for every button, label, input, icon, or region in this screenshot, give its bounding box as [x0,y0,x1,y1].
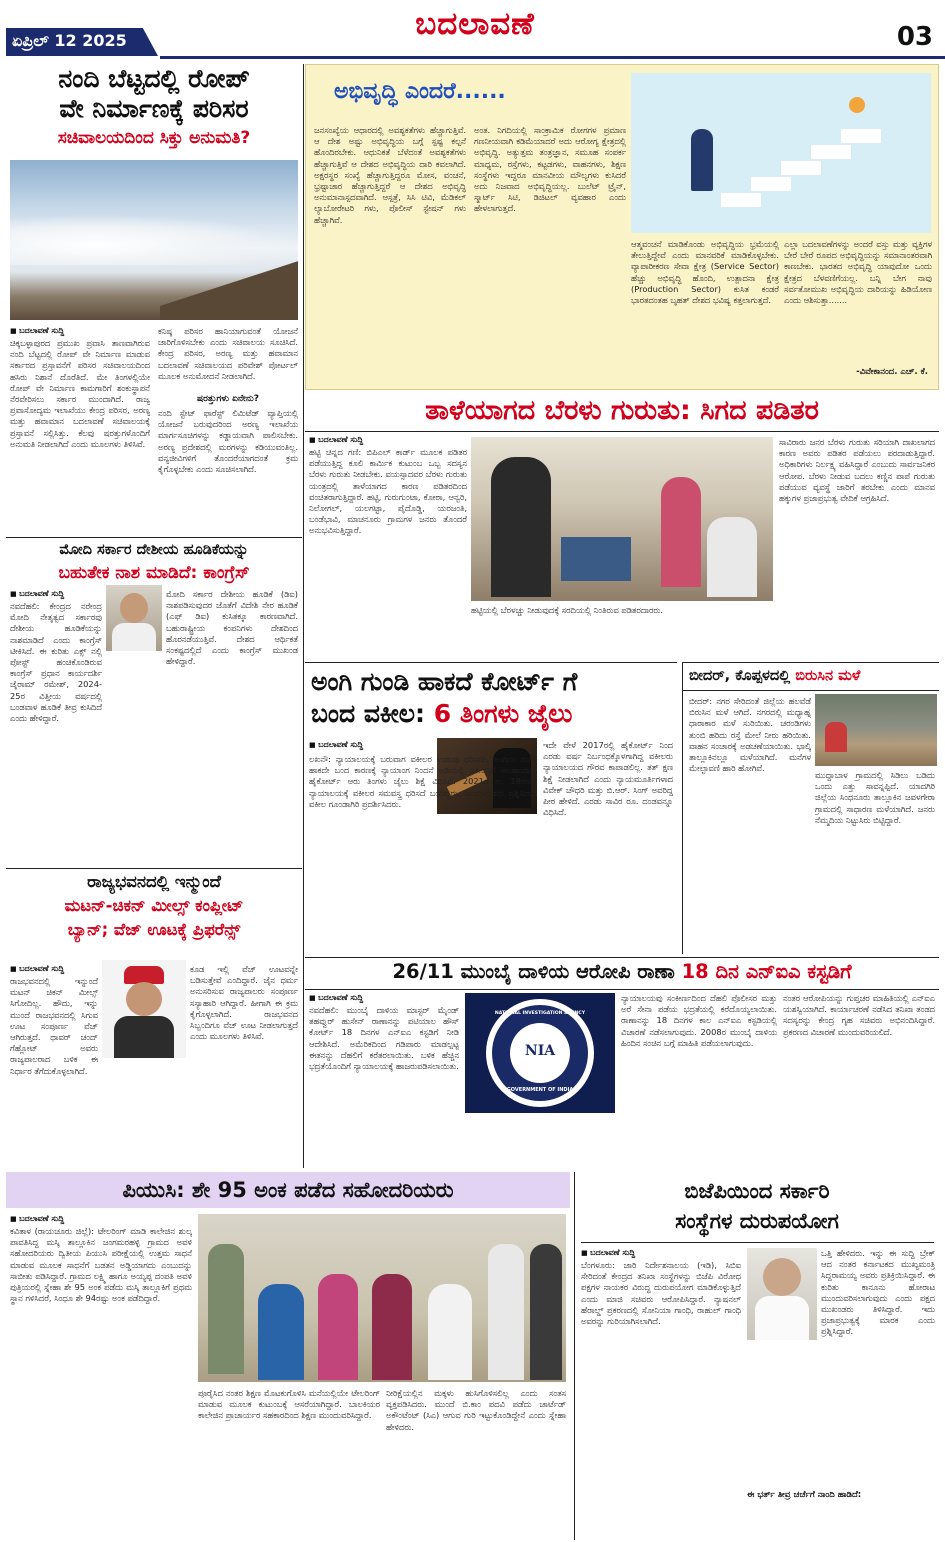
headline-line-2a: ಬಂದ ವಕೀಲ: [311,699,434,728]
article-text-col2: ಒತ್ತಿ ಹೇಳಿದರು. ಇನ್ನು ಈ ಸುದ್ದಿ ಬ್ರೇಕ್ ಆದ ನಂತರ ಕರ್ನಾಟಕದ ಮುಖ್ಯಮಂತ್ರಿ ಸಿದ್ದರಾಮಯ್ಯ ಅವರು ಪ್ರತಿಕ್ರಿಯಿಸಿದ್ದಾರೆ. ಈ ಕುರಿತು ಕಾನೂನು ಹೋರಾಟ ಮುಂದುವರಿಸಲಾಗುವುದು ಎಂದು ಪಕ್ಷದ ಮುಖಂಡರು ತಿಳಿಸಿದ್ದಾರೆ. ಇದು ಪ್ರಜಾಪ್ರಭುತ್ವಕ್ಕೆ ಮಾರಕ ಎಂದು ಪ್ರಶ್ನಿಸಿದ್ದಾರೆ. [821,1248,935,1337]
article-ration-fingerprint [305,393,939,659]
byline: ■ ಬದಲಾವಣೆ ಸುದ್ದಿ [309,993,363,1003]
article-text-col1: ಬೀದರ್: ನಗರ ಸೇರಿದಂತೆ ಜಿಲ್ಲೆಯ ಹಲವೆಡೆ ಬಿರುಸಿನ ಮಳೆ ಆಗಿದೆ. ನಗರದಲ್ಲಿ ಮಧ್ಯಾಹ್ನ ಧಾರಾಕಾರ ಮಳೆ ಸುರಿಯಿತು. ಚರಂಡಿಗಳು ತುಂಬಿ ಹರಿದು ರಸ್ತೆ ಮೇಲೆ ನೀರು ಹರಿಯಿತು. ವಾಹನ ಸಂಚಾರಕ್ಕೆ ಅಡಚಣೆಯಾಯಿತು. ಭಾಲ್ಕಿ ತಾಲ್ಲೂಕಿನಲ್ಲೂ ಮಳೆಯಾಗಿದೆ. ಮನೆಗಳ ಮೇಲ್ಛಾವಣಿ ಹಾರಿ ಹೋಗಿವೆ. [689,696,811,774]
article-text-col2: ಮೋದಿ ಸರ್ಕಾರ ದೇಶೀಯ ಹೂಡಿಕೆ (ಡಿಐ) ನಾಶಪಡಿಸುವುದರ ಜೊತೆಗೆ ವಿದೇಶಿ ನೇರ ಹೂಡಿಕೆ (ಎಫ್ ಡಿಐ) ಕುಸಿತಕ್ಕೂ ಕಾರಣವಾಗಿದೆ. ಬಹುರಾಷ್ಟ್ರೀಯ ಕಂಪನಿಗಳು ದೇಶದಿಂದ ಹೊರನಡೆಯುತ್ತಿವೆ. ದೇಶದ ಆರ್ಥಿಕತೆ ಸಂಕಷ್ಟದಲ್ಲಿದೆ ಎಂದು ಕಾಂಗ್ರೆಸ್ ಮುಖಂಡ ಹೇಳಿದ್ದಾರೆ. [166,589,298,667]
article-text-col3: ಸಾವಿರಾರು ಜನರ ಬೆರಳು ಗುರುತು ಸರಿಯಾಗಿ ದಾಖಲಾಗದ ಕಾರಣ ಅವರು ಪಡಿತರ ಪಡೆಯಲು ಪರದಾಡುತ್ತಿದ್ದಾರೆ. ಅಧಿಕಾರಿಗಳು ನಿರ್ಲಕ್ಷ್ಯ ವಹಿಸಿದ್ದಾರೆ ಎಂಬುದು ಸಾರ್ವಜನಿಕರ ಆರೋಪ. ಬೆರಳು ನೀಡುವ ಬದಲು ಕಣ್ಣಿನ ಪಾಪೆ ಗುರುತು ಪಡೆಯುವ ವ್ಯವಸ್ಥೆ ಜಾರಿಗೆ ತರಬೇಕು ಎಂದು ಮಾನವ ಹಕ್ಕುಗಳ ಪ್ರಜಾಪ್ರಭುತ್ವ ವೇದಿಕೆ ಆಗ್ರಹಿಸಿದೆ. [779,437,935,504]
article-text-col2: ಕೂಡ ಇಲ್ಲಿ ವೆಜ್ ಊಟವನ್ನೇ ಬಡಿಸುತ್ತೇವೆ ಎಂದಿದ್ದಾರೆ. ಜೈನ ಧರ್ಮ ಅನುಸರಿಸುವ ರಾಜ್ಯಪಾಲರು ಸಂಪೂರ್ಣ ಸಸ್ಯಾಹಾರಿ ಆಗಿದ್ದಾರೆ. ಹೀಗಾಗಿ ಈ ಕ್ರಮ ಕೈಗೊಳ್ಳಲಾಗಿದೆ. ರಾಜಭವನದ ಸಿಬ್ಬಂದಿಗೂ ವೆಜ್ ಊಟ ನೀಡಲಾಗುತ್ತದೆ ಎಂದು ಮೂಲಗಳು ತಿಳಿಸಿವೆ. [190,964,298,1042]
column-rule-main [303,64,304,1168]
headline-line-1: ಮೋದಿ ಸರ್ಕಾರ ದೇಶೀಯ ಹೂಡಿಕೆಯನ್ನು [59,542,249,558]
byline: ■ ಬದಲಾವಣೆ ಸುದ್ದಿ [10,1214,64,1224]
divider [305,989,939,990]
article-text-col1: ನವದೆಹಲಿ: ಕೇಂದ್ರದ ನರೇಂದ್ರ ಮೋದಿ ನೇತೃತ್ವದ ಸರ್ಕಾರವು ದೇಶೀಯ ಹೂಡಿಕೆಯನ್ನು ನಾಶಮಾಡಿದೆ ಎಂದು ಕಾಂಗ್ರೆಸ್ ಟೀಕಿಸಿದೆ. ಈ ಕುರಿತು ಎಕ್ಸ್ ನಲ್ಲಿ ಪೋಸ್ಟ್ ಹಂಚಿಕೊಂಡಿರುವ ಕಾಂಗ್ರೆಸ್ ಪ್ರಧಾನ ಕಾರ್ಯದರ್ಶಿ ಜೈರಾಮ್ ರಮೇಶ್, 2024-25ರ ವಿತ್ತೀಯ ವರ್ಷದಲ್ಲಿ ಬಂಡವಾಳ ಹೂಡಿಕೆ ತೀವ್ರ ಕುಸಿದಿದೆ ಎಂದು ಹೇಳಿದ್ದಾರೆ. [10,601,102,724]
person-icon [691,129,713,191]
article-nia-rana [305,957,939,1169]
illustration-stairs-growth [631,73,931,233]
headline-line-1: ಬಿಜೆಪಿಯಿಂದ ಸರ್ಕಾರಿ [684,1179,830,1203]
byline: ■ ಬದಲಾವಣೆ ಸುದ್ದಿ [581,1248,635,1258]
nia-logo-center: NIA [524,1043,556,1059]
date-text: ಏಪ್ರಿಲ್ 12 2025 [12,31,127,50]
masthead-rule [160,56,945,59]
article-bidar-rain [682,662,939,954]
photo-caption: ಹಟ್ಟಿಯಲ್ಲಿ ಬೆರಳಚ್ಚು ನೀಡುವುದಕ್ಕೆ ಸರದಿಯಲ್ಲಿ ನಿಂತಿರುವ ಪಡಿತರದಾರರು. [471,605,664,615]
nia-logo [465,993,615,1113]
nia-logo-text-top: NATIONAL INVESTIGATION AGENCY [494,1011,586,1016]
headline-a: 26/11 ಮುಂಬೈ ದಾಳಿಯ ಆರೋಪಿ ರಾಣಾ [392,960,682,983]
photo-sisters-felicitation [198,1214,566,1382]
editorial-col4: ಎಲ್ಲಾ ಬದಲಾವಣೆಗಳನ್ನು ಅಂದರೆ ವಸ್ತು ಮತ್ತು ವ್ಯಕ್ತಿಗಳ ಬೇರೆ ಬೇರೆ ರೂಪದ ಅಭಿವೃದ್ಧಿಯನ್ನು ಸಮಾನಾಂತರವಾಗಿ ಕಾಣಬೇಕು. ಭಾರತದ ಅಭಿವೃದ್ಧಿ ಯಾವುದೋ ಒಂದು ಕ್ಷೇತ್ರದ ಬೆಳವಣಿಗೆಯಲ್ಲ. ಬನ್ನಿ ಬೇಗ ನಾವು ಸರ್ವತೋಮುಖ ಅಭಿವೃದ್ಧಿಯ ದಾರಿಯನ್ನು ಹಿಡಿಯೋಣ ಎಂದು ಆಶಿಸುತ್ತಾ....... [784,239,932,306]
photo-politician [747,1248,817,1340]
article-text-col1: ಲಖನೌ: ನ್ಯಾಯಾಲಯಕ್ಕೆ ಬರುವಾಗ ವಕೀಲರ ಉಡುಪು ಧರಿಸದೇ, ಅಂಗಿಯ ಗುಂಡಿ ಹಾಕದೇ ಬಂದ ಕಾರಣಕ್ಕೆ ನ್ಯಾಯಾಂಗ ನಿಂದನೆ ಅಡಿಯಲ್ಲಿ ವಕೀಲನಿಗೆ ಅಲಹಾಬಾದ್ ಹೈಕೋರ್ಟ್ ಆರು ತಿಂಗಳು ಜೈಲು ಶಿಕ್ಷೆ ವಿಧಿಸಿದೆ. 2021ರ ಅ. 18ರಂದು ನ್ಯಾಯಾಲಯಕ್ಕೆ ವಕೀಲರ ಸಮವಸ್ತ್ರ ಧರಿಸದೆ ಬಂದಿದ್ದರು. ನ್ಯಾಯಾಧೀಶರು ಪ್ರಶ್ನಿಸಿದಾಗ ವಕೀಲ ಗೂಂಡಾಗಿರಿ ಪ್ರದರ್ಶಿಸಿದರು. [309,754,537,809]
headline [689,664,939,688]
headline-line-2 [311,698,677,730]
headline-a: ಬೀದರ್, ಕೊಪ್ಪಳದಲ್ಲಿ [689,668,796,684]
article-text-col2: ಕನಿಷ್ಠ ಪರಿಸರ ಹಾನಿಯಾಗುವಂತೆ ಯೋಜನೆ ಜಾರಿಗೊಳಿಸಬೇಕು ಎಂದು ಸಚಿವಾಲಯ ಸೂಚಿಸಿದೆ. ಕೇಂದ್ರ ಪರಿಸರ, ಅರಣ್ಯ ಮತ್ತು ಹವಾಮಾನ ಬದಲಾವಣೆ ಸಚಿವಾಲಯದ ಪರಿವೇಶ್ ಪೋರ್ಟಲ್ ಮೂಲಕ ಅನುಮೋದನೆ ನೀಡಲಾಗಿದೆ. [158,326,298,381]
photo-ration-queue [471,437,773,601]
photo-nandi-hills-clouds [10,160,298,320]
headline-line-2: ಬಹುತೇಕ ನಾಶ ಮಾಡಿದೆ: ಕಾಂಗ್ರೆಸ್ [58,563,250,583]
headline: ಪಿಯುಸಿ: ಶೇ 95 ಅಂಕ ಪಡೆದ ಸಹೋದರಿಯರು [122,1178,454,1202]
page-number: 03 [896,22,933,52]
headline-line-2: ಸಂಸ್ಥೆಗಳ ದುರುಪಯೋಗ [675,1209,839,1233]
headline-line-2: ಮಟನ್-ಚಿಕನ್ ಮೀಲ್ಸ್ ಕಂಪ್ಲೀಟ್ [64,896,244,915]
headline-line-1: ನಂದಿ ಬೆಟ್ಟದಲ್ಲಿ ರೋಪ್ [58,64,250,93]
article-text-col1: ಬೆಂಗಳೂರು: ಜಾರಿ ನಿರ್ದೇಶನಾಲಯ (ಇಡಿ), ಸಿಬಿಐ ಸೇರಿದಂತೆ ಕೇಂದ್ರದ ತನಿಖಾ ಸಂಸ್ಥೆಗಳನ್ನು ಬಿಜೆಪಿ ವಿರೋಧ ಪಕ್ಷಗಳ ನಾಯಕರ ವಿರುದ್ಧ ದುರುಪಯೋಗ ಮಾಡಿಕೊಳ್ಳುತ್ತಿದೆ ಎಂದು ಮಾಜಿ ಸಚಿವರು ಆರೋಪಿಸಿದ್ದಾರೆ. ನ್ಯಾಷನಲ್ ಹೆರಾಲ್ಡ್ ಪ್ರಕರಣದಲ್ಲಿ ಸೋನಿಯಾ ಗಾಂಧಿ, ರಾಹುಲ್ ಗಾಂಧಿ ಅವರನ್ನು ಗುರಿಯಾಗಿಸಲಾಗಿದೆ. [581,1260,741,1327]
article-text-col2: ಇದೇ ವೇಳೆ 2017ರಲ್ಲಿ ಹೈಕೋರ್ಟ್ ನಿಂದ ಎರಡು ವರ್ಷ ನಿರ್ಬಂಧಕ್ಕೊಳಗಾಗಿದ್ದ ವಕೀಲರು ನ್ಯಾಯಾಲಯದ ಗೌರವ ಕಾಪಾಡಲಿಲ್ಲ. ತತ್ ಕ್ಷಣ ಶಿಕ್ಷೆ ನೀಡಲಾಗಿದೆ ಎಂದು ನ್ಯಾಯಮೂರ್ತಿಗಳಾದ ವಿವೇಕ್ ಚೌಧರಿ ಮತ್ತು ಬಿ.ಆರ್. ಸಿಂಗ್ ಅವರಿದ್ದ ಪೀಠ ಹೇಳಿದೆ. ಎರಡು ಸಾವಿರ ರೂ. ದಂಡವನ್ನೂ ವಿಧಿಸಿದೆ. [543,740,673,818]
divider-top [683,662,939,663]
headline-text: ತಾಳೆಯಾಗದ ಬೆರಳು ಗುರುತು: ಸಿಗದ ಪಡಿತರ [425,395,819,426]
headline [305,957,939,987]
byline: ■ ಬದಲಾವಣೆ ಸುದ್ದಿ [10,589,64,599]
headline-b: ಬಿರುಸಿನ ಮಳೆ [795,668,861,684]
article-text-col1: ರಾಜಭವನದಲ್ಲಿ ಇನ್ನುಂದೆ ಮಟನ್ ಚಿಕನ್ ಮೀಲ್ಸ್ ಸಿಗೋದಿಲ್ಲ. ಹೌದು, ಇನ್ನು ಮುಂದೆ ರಾಜಭವನದಲ್ಲಿ ಸಿಗುವ ಊಟ ಸಂಪೂರ್ಣ ವೆಜ್ ಆಗಿರುತ್ತದೆ. ಥಾವರ್ ಚಂದ್ ಗೆಹ್ಲೋಟ್ ಅವರು ರಾಜ್ಯಪಾಲರಾದ ಬಳಿಕ ಈ ನಿರ್ಧಾರ ತೆಗೆದುಕೊಳ್ಳಲಾಗಿದೆ. [10,976,98,1076]
headline-line-2: ವೇ ನಿರ್ಮಾಣಕ್ಕೆ ಪರಿಸರ [59,94,249,123]
headline [305,393,939,429]
article-lawyer-jail [305,662,677,954]
article-congress-investment [6,537,302,865]
editorial-title: ಅಭಿವೃದ್ಧಿ ಎಂದರೆ...... [334,79,506,104]
headline-b: 18 ದಿನ ಎನ್ಐಎ ಕಸ್ಟಡಿಗೆ [681,960,852,983]
subhead: ಈ ಭರ್ತ್ ತೀವ್ರ ಚರ್ಚೆಗೆ ನಾಂದಿ ಹಾಡಿದೆ: [747,1490,862,1500]
headline-line-3: ಬ್ಯಾನ್; ವೆಜ್ ಊಟಕ್ಕೆ ಪ್ರಿಫರೆನ್ಸ್ [67,920,241,939]
subheadline: ಸಚಿವಾಲಯದಿಂದ ಸಿಕ್ತು ಅನುಮತಿ? [57,128,251,148]
divider-top [6,868,302,869]
photo-jairam-ramesh [106,585,162,651]
divider-top [6,537,302,538]
photo-flooded-street [815,694,937,766]
byline: ■ ಬದಲಾವಣೆ ಸುದ್ದಿ [309,740,363,750]
headline-line-1: ರಾಜ್ಯಭವನದಲ್ಲಿ ಇನ್ಮುಂದೆ [87,872,221,891]
article-text-col1: ಹಟ್ಟಿ ಚಿನ್ನದ ಗಣಿ: ಬಿಪಿಎಲ್ ಕಾರ್ಡ್ ಮೂಲಕ ಪಡಿತರ ಪಡೆಯುತ್ತಿದ್ದ ಕೂಲಿ ಕಾರ್ಮಿಕ ಕುಟುಂಬ ಒಬ್ಬ ಸದಸ್ಯನ ಬೆರಳು ಗುರುತು ನೀಡಬೇಕು. ವಯಸ್ಸಾದವರ ಬೆರಳು ಗುರುತು ಯಂತ್ರದಲ್ಲಿ ತಾಳೆಯಾಗದ ಕಾರಣ ಪಡಿತರದಿಂದ ವಂಚಿತರಾಗುತ್ತಿದ್ದಾರೆ. ಹಟ್ಟಿ, ಗುರುಗುಂಟಾ, ಕೋಠಾ, ಆನ್ವರಿ, ನಿಲೋಗಲ್, ಯಲಗಟ್ಟಾ, ಪೈದೊಡ್ಡಿ, ಯರಜಂತಿ, ಬಂಡೆಭಾವಿ, ಮಾಚನೂರು ಗ್ರಾಮಗಳ ಜನರು ತೊಂದರೆ ಅನುಭವಿಸುತ್ತಿದ್ದಾರೆ. [309,447,467,536]
article-bjp-misuse [574,1172,939,1540]
byline: ■ ಬದಲಾವಣೆ ಸುದ್ದಿ [10,326,64,336]
article-puc-sisters [6,1172,570,1540]
divider [305,431,939,432]
nia-logo-text-bottom: GOVERNMENT OF INDIA [506,1087,574,1093]
article-text-col1: ಚಿಕ್ಕಬಳ್ಳಾಪುರದ ಪ್ರಮುಖ ಪ್ರವಾಸಿ ತಾಣವಾಗಿರುವ ನಂದಿ ಬೆಟ್ಟದಲ್ಲಿ ರೋಪ್ ವೇ ನಿರ್ಮಾಣ ಮಾಡುವ ಸರ್ಕಾರದ ಪ್ರಸ್ತಾವನೆಗೆ ಪರಿಸರ ಸಚಿವಾಲಯದಿಂದ ಹಸಿರು ನಿಶಾನೆ ದೊರೆತಿದೆ. ಮೇ ತಿಂಗಳಲ್ಲಿಯೇ ರೋಪ್ ವೇ ನಿರ್ಮಾಣ ಕಾಮಗಾರಿಗೆ ಶಂಕುಸ್ಥಾಪನೆ ನೆರವೇರಿಸಲು ಸರ್ಕಾರ ಮುಂದಾಗಿದೆ. ರಾಜ್ಯ ಪ್ರವಾಸೋದ್ಯಮ ಇಲಾಖೆಯು ಕೇಂದ್ರ ಪರಿಸರ, ಅರಣ್ಯ ಮತ್ತು ಹವಾಮಾನ ಬದಲಾವಣೆ ಸಚಿವಾಲಯಕ್ಕೆ ಪ್ರಸ್ತಾವನೆ ಸಲ್ಲಿಸಿತ್ತು. ಕೆಲವು ಷರತ್ತುಗಳೊಂದಿಗೆ ಅನುಮತಿ ನೀಡಲಾಗಿದೆ ಎಂದು ಮೂಲಗಳು ತಿಳಿಸಿವೆ. [10,338,150,449]
masthead [0,0,945,62]
editorial-col2: ಅಂತ. ನಿಗದಿಯಲ್ಲಿ ಸಾಂಕ್ರಾಮಿಕ ರೋಗಗಳ ಪ್ರಮಾಣ ಗಣನೀಯವಾಗಿ ಕಡಿಮೆಯಾದರೆ ಅದು ಆರೋಗ್ಯ ಕ್ಷೇತ್ರದಲ್ಲಿ ಅಭಿವೃದ್ಧಿ. ಅತ್ಯುತ್ತಮ ತಂತ್ರಜ್ಞಾನ, ಸಮೂಹ ಸಂಪರ್ಕ ಮಾಧ್ಯಮ, ರಸ್ತೆಗಳು, ಕಟ್ಟಡಗಳು, ವಾಹನಗಳು, ಶಿಕ್ಷಣ ಸಂಸ್ಥೆಗಳು ಇದ್ದರೂ ಮಾನವೀಯ ಮೌಲ್ಯಗಳು ಕುಸಿದರೆ ಅದು ನಿಜವಾದ ಅಭಿವೃದ್ಧಿಯಲ್ಲ. ಬುಲೆಟ್ ಟ್ರೈನ್, ಸ್ಮಾರ್ಟ್ ಸಿಟಿ, ಡಿಜಿಟಲ್ ವ್ಯವಹಾರ ಎಂದು ಹೇಳಲಾಗುತ್ತದೆ. [474,125,626,214]
article-development-editorial [305,64,939,390]
coin-icon [849,97,865,113]
headline-line-1: ಅಂಗಿ ಗುಂಡಿ ಹಾಕದೆ ಕೋರ್ಟ್ ಗೆ [311,667,578,696]
article-text-col2: ಮುದ್ದಾಬಾಳ ಗ್ರಾಮದಲ್ಲಿ ಸಿಡಿಲು ಬಡಿದು ಒಂದು ಎತ್ತು ಸಾವನ್ನಪ್ಪಿದೆ. ಯಾದಗಿರಿ ಜಿಲ್ಲೆಯ ಸಿಂಧನೂರು ತಾಲ್ಲೂಕಿನ ಜವಳಗೇರಾ ಗ್ರಾಮದಲ್ಲಿ ಸಾಧಾರಣ ಮಳೆಯಾಗಿದೆ. ಜನರು ನೆಮ್ಮದಿಯ ನಿಟ್ಟುಸಿರು ಬಿಟ್ಟಿದ್ದಾರೆ. [815,770,935,825]
editorial-col3: ಆತ್ಮವಂಚನೆ ಮಾಡಿಕೊಂಡು ಅಭಿವೃದ್ಧಿಯ ಭ್ರಮೆಯಲ್ಲಿ ತೇಲುತ್ತಿದ್ದೇವೆ ಎಂದು ಮಾನವರಿಕೆ ಮಾಡಿಕೊಳ್ಳಬೇಕು. ವ್ಯಾಪಾರೀಕರಣ ಸೇವಾ ಕ್ಷೇತ್ರ (Service Sector) ಹೆಚ್ಚು ಅಭಿವೃದ್ಧಿ ಹೊಂದಿ, ಉತ್ಪಾದನಾ ಕ್ಷೇತ್ರ (Production Sector) ಕುಸಿತ ಕಂಡರೆ ಭಾರತದಂತಹ ಬೃಹತ್ ದೇಶದ ಭವಿಷ್ಯ ಕತ್ತಲಾಗುತ್ತದೆ. [631,239,779,306]
divider [683,690,939,691]
article-text-col2: ಪೂರೈಸಿದ ನಂತರ ಶಿಕ್ಷಣ ಮೊಟಕುಗೊಳಿಸಿ ಮನೆಯಲ್ಲಿಯೇ ಟೇಲರಿಂಗ್ ಮಾಡುವ ಮೂಲಕ ಕುಟುಂಬಕ್ಕೆ ಆಸರೆಯಾಗಿದ್ದಾರೆ. ಬಾಲಕಿಯರ ಕಾಲೇಜಿನ ಪ್ರಾಚಾರ್ಯರ ಸಹಕಾರದಿಂದ ಶಿಕ್ಷಣ ಮುಂದುವರಿಸಿದ್ದಾರೆ. [198,1388,380,1421]
article-text-col1: ಕವಿತಾಳ (ರಾಯಚೂರು ಜಿಲ್ಲೆ): ಟೇಲರಿಂಗ್ ಮಾಡಿ ಕಾಲೇಜಿನ ಶುಲ್ಕ ಪಾವತಿಸಿದ್ದ ಮಸ್ಕಿ ತಾಲ್ಲೂಕಿನ ಜಂಗಮರಹಳ್ಳಿ ಗ್ರಾಮದ ಅವಳಿ ಸಹೋದರಿಯರು ದ್ವಿತೀಯ ಪಿಯುಸಿ ಪರೀಕ್ಷೆಯಲ್ಲಿ ಉತ್ತಮ ಸಾಧನೆ ಮಾಡುವ ಮೂಲಕ ಸಾಧನೆಗೆ ಬಡತನ ಅಡ್ಡಿಯಾಗದು ಎಂಬುದನ್ನು ಸಾಬೀತು ಪಡಿಸಿದ್ದಾರೆ. ಗ್ರಾಮದ ಲಕ್ಷ್ಮಿ ಹಾಗೂ ಅಯ್ಯಪ್ಪ ದಂಪತಿ ಅವಳಿ ಪುತ್ರಿಯರಲ್ಲಿ ಸ್ನೇಹಾ ಶೇ 95 ಅಂಕ ಪಡೆದು ಮಸ್ಕಿ ತಾಲ್ಲೂಕಿಗೆ ಪ್ರಥಮ ಸ್ಥಾನ ಗಳಿಸಿದರೆ, ಸಿಂಧೂ ಶೇ 94ರಷ್ಟು ಅಂಕ ಪಡೆದಿದ್ದಾರೆ. [10,1226,192,1304]
article-text-col1: ನವದೆಹಲಿ: ಮುಂಬೈ ದಾಳಿಯ ಮಾಸ್ಟರ್ ಮೈಂಡ್ ತಹವ್ವುರ್ ಹುಸೇನ್ ರಾಣಾನನ್ನು ಪಟಿಯಾಲ ಹೌಸ್ ಕೋರ್ಟ್ 18 ದಿನಗಳ ಎನ್ಐಎ ಕಸ್ಟಡಿಗೆ ನೀಡಿ ಆದೇಶಿಸಿದೆ. ಅಮೆರಿಕದಿಂದ ಗಡಿಪಾರು ಮಾಡಲ್ಪಟ್ಟ ಈತನನ್ನು ದೆಹಲಿಗೆ ಕರೆತರಲಾಯಿತು. ಬಳಿಕ ಹೆಚ್ಚಿನ ಭದ್ರತೆಯೊಂದಿಗೆ ನ್ಯಾಯಾಲಯಕ್ಕೆ ಹಾಜರುಪಡಿಸಲಾಯಿತು. [309,1005,459,1072]
headline-line-2b: 6 ತಿಂಗಳು ಜೈಲು [433,699,573,728]
article-text-col3: ನ್ಯಾಯಾಲಯವು ಸಂಕೀರ್ಣದಿಂದ ದೆಹಲಿ ಪೊಲೀಸರ ಮತ್ತು ಅರೆ ಸೇನಾ ಪಡೆಯ ಭದ್ರತೆಯಲ್ಲಿ ಕರೆದೊಯ್ಯಲಾಯಿತು. ರಾಣಾನನ್ನು 18 ದಿನಗಳ ಕಾಲ ಎನ್ಐಎ ಕಸ್ಟಡಿಯಲ್ಲಿ ವಿಚಾರಣೆ ನಡೆಸಲಾಗುವುದು. 2008ರ ಮುಂಬೈ ದಾಳಿಯ ಹಿಂದಿನ ಸಂಚಿನ ಬಗ್ಗೆ ಮಾಹಿತಿ ಪಡೆಯಲಾಗುವುದು. [621,993,777,1048]
masthead-title: ಬದಲಾವಣೆ [415,6,535,42]
byline: ■ ಬದಲಾವಣೆ ಸುದ್ದಿ [10,964,64,974]
article-text-col3: ನೀರಿಕ್ಷೆಯಲ್ಲಿನ ಮಕ್ಕಳು ಹುಸಿಗೊಳಿಸಲಿಲ್ಲ ಎಂದು ಸಂತಸ ವ್ಯಕ್ತಪಡಿಸಿದರು. ಮುಂದೆ ಬಿ.ಕಾಂ ಪದವಿ ಪಡೆದು ಚಾರ್ಟೆಡ್ ಅಕೌಂಟೆಂಟ್ (ಸಿಎ) ಆಗುವ ಗುರಿ ಇಟ್ಟುಕೊಂಡಿದ್ದೇನೆ ಎಂದು ಸ್ನೇಹಾ ಹೇಳಿದರು. [386,1388,566,1432]
editorial-signature: -ವಿವೇಕಾನಂದ. ಎಚ್. ಕೆ. [856,367,928,377]
divider [581,1242,934,1243]
photo-governor [102,960,186,1058]
editorial-col1: ಜನಸಂಖ್ಯೆಯ ಆಧಾರದಲ್ಲಿ ಅವಶ್ಯಕತೆಗಳು ಹೆಚ್ಚಾಗುತ್ತಿವೆ. ಆ ದೇಶ ಅಷ್ಟು ಅಭಿವೃದ್ಧಿಯ ಬಗ್ಗೆ ಸ್ಪಷ್ಟ ಕಲ್ಪನೆ ಹೊಂದಿರಬೇಕು. ಆಧುನಿಕತೆ ಬೆಳೆದಂತೆ ಅವಶ್ಯಕತೆಗಳು ಹೆಚ್ಚಾಗುತ್ತಿವೆ ಆ ದೇಶದ ಅಭಿವೃದ್ಧಿಯ ದಾರಿ ಕವಲಾಗಿದೆ. ಅಕ್ಷರಸ್ಥರ ಸಂಖ್ಯೆ ಹೆಚ್ಚಾಗುತ್ತಿದ್ದರೂ ಮೋಸ, ವಂಚನೆ, ಭ್ರಷ್ಟಾಚಾರ ಹೆಚ್ಚಾಗುತ್ತಿದ್ದರೆ ಆ ದೇಶದ ಅಭಿವೃದ್ಧಿ ಅನುಮಾನಾಸ್ಪದವಾಗಿದೆ. ಆಸ್ಪತ್ರೆ, ಸಿಸಿ ಟಿವಿ, ಮೆಡಿಕಲ್ ಲ್ಯಾಬೋರೇಟರಿ ಗಳು, ಪೊಲೀಸ್ ಸ್ಟೇಷನ್ ಗಳು ಹೆಚ್ಚಾಗಿವೆ. [314,125,466,225]
article-text-col4: ನಂತರ ಆರೋಪಿಯನ್ನು ಗುಪ್ತಚರ ಮಾಹಿತಿಯಲ್ಲಿ ಎನ್ಐಎ ಯಶಸ್ವಿಯಾಗಿದೆ. ಕಾರ್ಯಾಚರಣೆ ನಡೆಸಿದ ತನಿಖಾ ತಂಡದ ಸದಸ್ಯರನ್ನು ಕೇಂದ್ರ ಗೃಹ ಸಚಿವರು ಅಭಿನಂದಿಸಿದ್ದಾರೆ. ಪ್ರಕರಣದ ವಿಚಾರಣೆ ಮುಂದುವರಿಯಲಿದೆ. [783,993,935,1037]
article-nandi-ropeway [6,64,302,534]
article-rajbhavan-veg [6,868,302,1154]
subhead-conditions: ಷರತ್ತುಗಳು ಏನೇನು? [197,394,259,404]
divider-top [305,662,677,663]
divider-top [305,957,939,958]
article-text-col2b: ನಂದಿ ಸ್ಟೇಟ್ ಫಾರೆಸ್ಟ್ ಲಿಮಿಟೆಡ್ ವ್ಯಾಪ್ತಿಯಲ್ಲಿ ಯೋಜನೆ ಬರುವುದರಿಂದ ಅರಣ್ಯ ಇಲಾಖೆಯ ಮಾರ್ಗಸೂಚಿಗಳನ್ನು ಕಡ್ಡಾಯವಾಗಿ ಪಾಲಿಸಬೇಕು. ಅರಣ್ಯ ಪ್ರದೇಶದಲ್ಲಿ ಮರಗಳನ್ನು ಕಡಿಯುವಂತಿಲ್ಲ. ವನ್ಯಜೀವಿಗಳಿಗೆ ತೊಂದರೆಯಾಗದಂತೆ ಕ್ರಮ ಕೈಗೊಳ್ಳಬೇಕು ಎಂದು ಸೂಚಿಸಲಾಗಿದೆ. [158,408,298,475]
byline: ■ ಬದಲಾವಣೆ ಸುದ್ದಿ [309,435,363,445]
